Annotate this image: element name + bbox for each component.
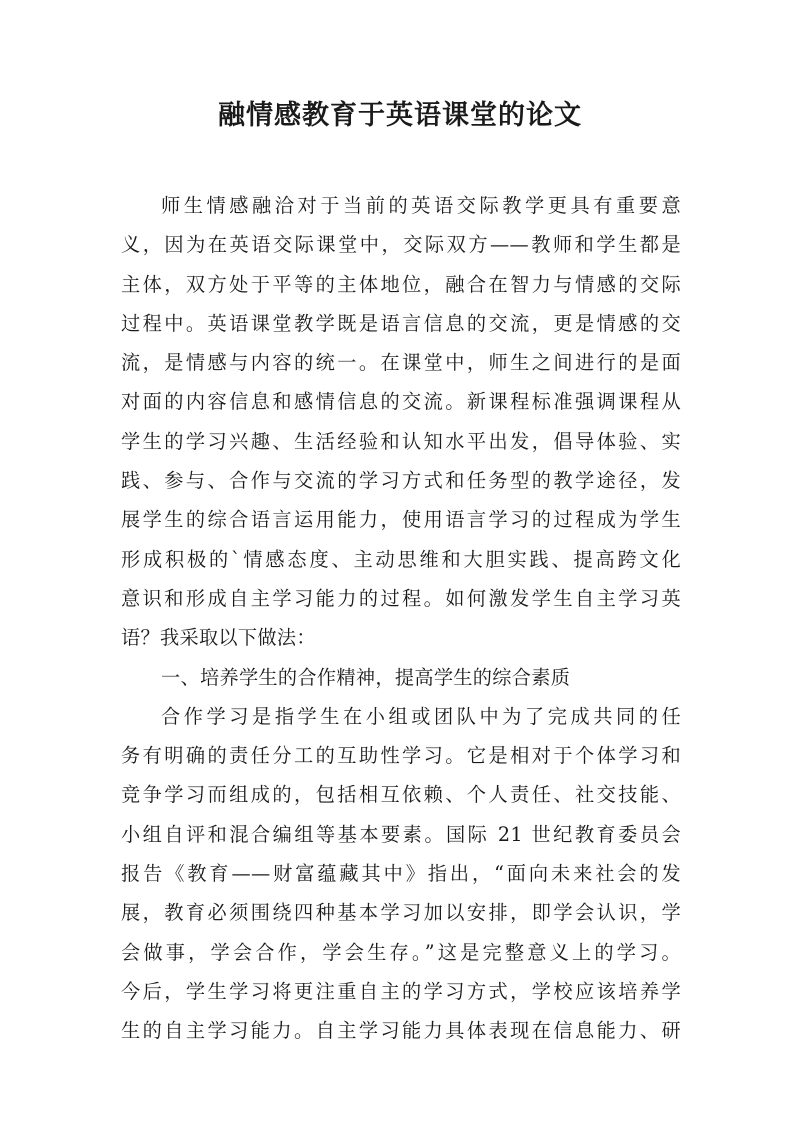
text-line: 学生的学习兴趣、生活经验和认知水平出发，倡导体验、实 (121, 429, 681, 453)
text-line: 合作学习是指学生在小组或团队中为了完成共同的任 (161, 704, 681, 728)
document-title: 融情感教育于英语课堂的论文 (218, 100, 582, 131)
text-line: 流，是情感与内容的统一。在课堂中，师生之间进行的是面 (121, 351, 681, 375)
text-line: 对面的内容信息和感情信息的交流。新课程标准强调课程从 (121, 390, 681, 414)
text-line: 展学生的综合语言运用能力，使用语言学习的过程成为学生 (121, 508, 681, 532)
text-line: 义，因为在英语交际课堂中，交际双方——教师和学生都是 (121, 233, 681, 257)
text-line: 一、培养学生的合作精神，提高学生的综合素质 (161, 665, 571, 689)
text-line: 师生情感融洽对于当前的英语交际教学更具有重要意 (161, 194, 681, 217)
text-line: 意识和形成自主学习能力的过程。如何激发学生自主学习英 (121, 586, 681, 610)
text-line: 践、参与、合作与交流的学习方式和任务型的教学途径，发 (121, 469, 681, 493)
text-line: 小组自评和混合编组等基本要素。国际 21 世纪教育委员会 (121, 822, 681, 846)
text-line: 过程中。英语课堂教学既是语言信息的交流，更是情感的交 (121, 311, 681, 335)
text-line: 务有明确的责任分工的互助性学习。它是相对于个体学习和 (121, 744, 681, 768)
text-line: 生的自主学习能力。自主学习能力具体表现在信息能力、研 (121, 1019, 681, 1043)
text-line: 形成积极的`情感态度、主动思维和大胆实践、提高跨文化 (121, 547, 681, 571)
text-line: 今后，学生学习将更注重自主的学习方式，学校应该培养学 (121, 979, 681, 1003)
text-line: 会做事，学会合作，学会生存。”这是完整意义上的学习。 (121, 940, 681, 964)
text-line: 报告《教育——财富蕴藏其中》指出，“面向未来社会的发 (121, 862, 681, 886)
text-line: 主体，双方处于平等的主体地位，融合在智力与情感的交际 (121, 272, 681, 296)
text-line: 语？我采取以下做法： (121, 626, 316, 650)
document-body (121, 186, 681, 1051)
text-line: 竞争学习而组成的，包括相互依赖、个人责任、社交技能、 (121, 783, 681, 807)
text-line: 展，教育必须围绕四种基本学习加以安排，即学会认识，学 (121, 901, 681, 925)
